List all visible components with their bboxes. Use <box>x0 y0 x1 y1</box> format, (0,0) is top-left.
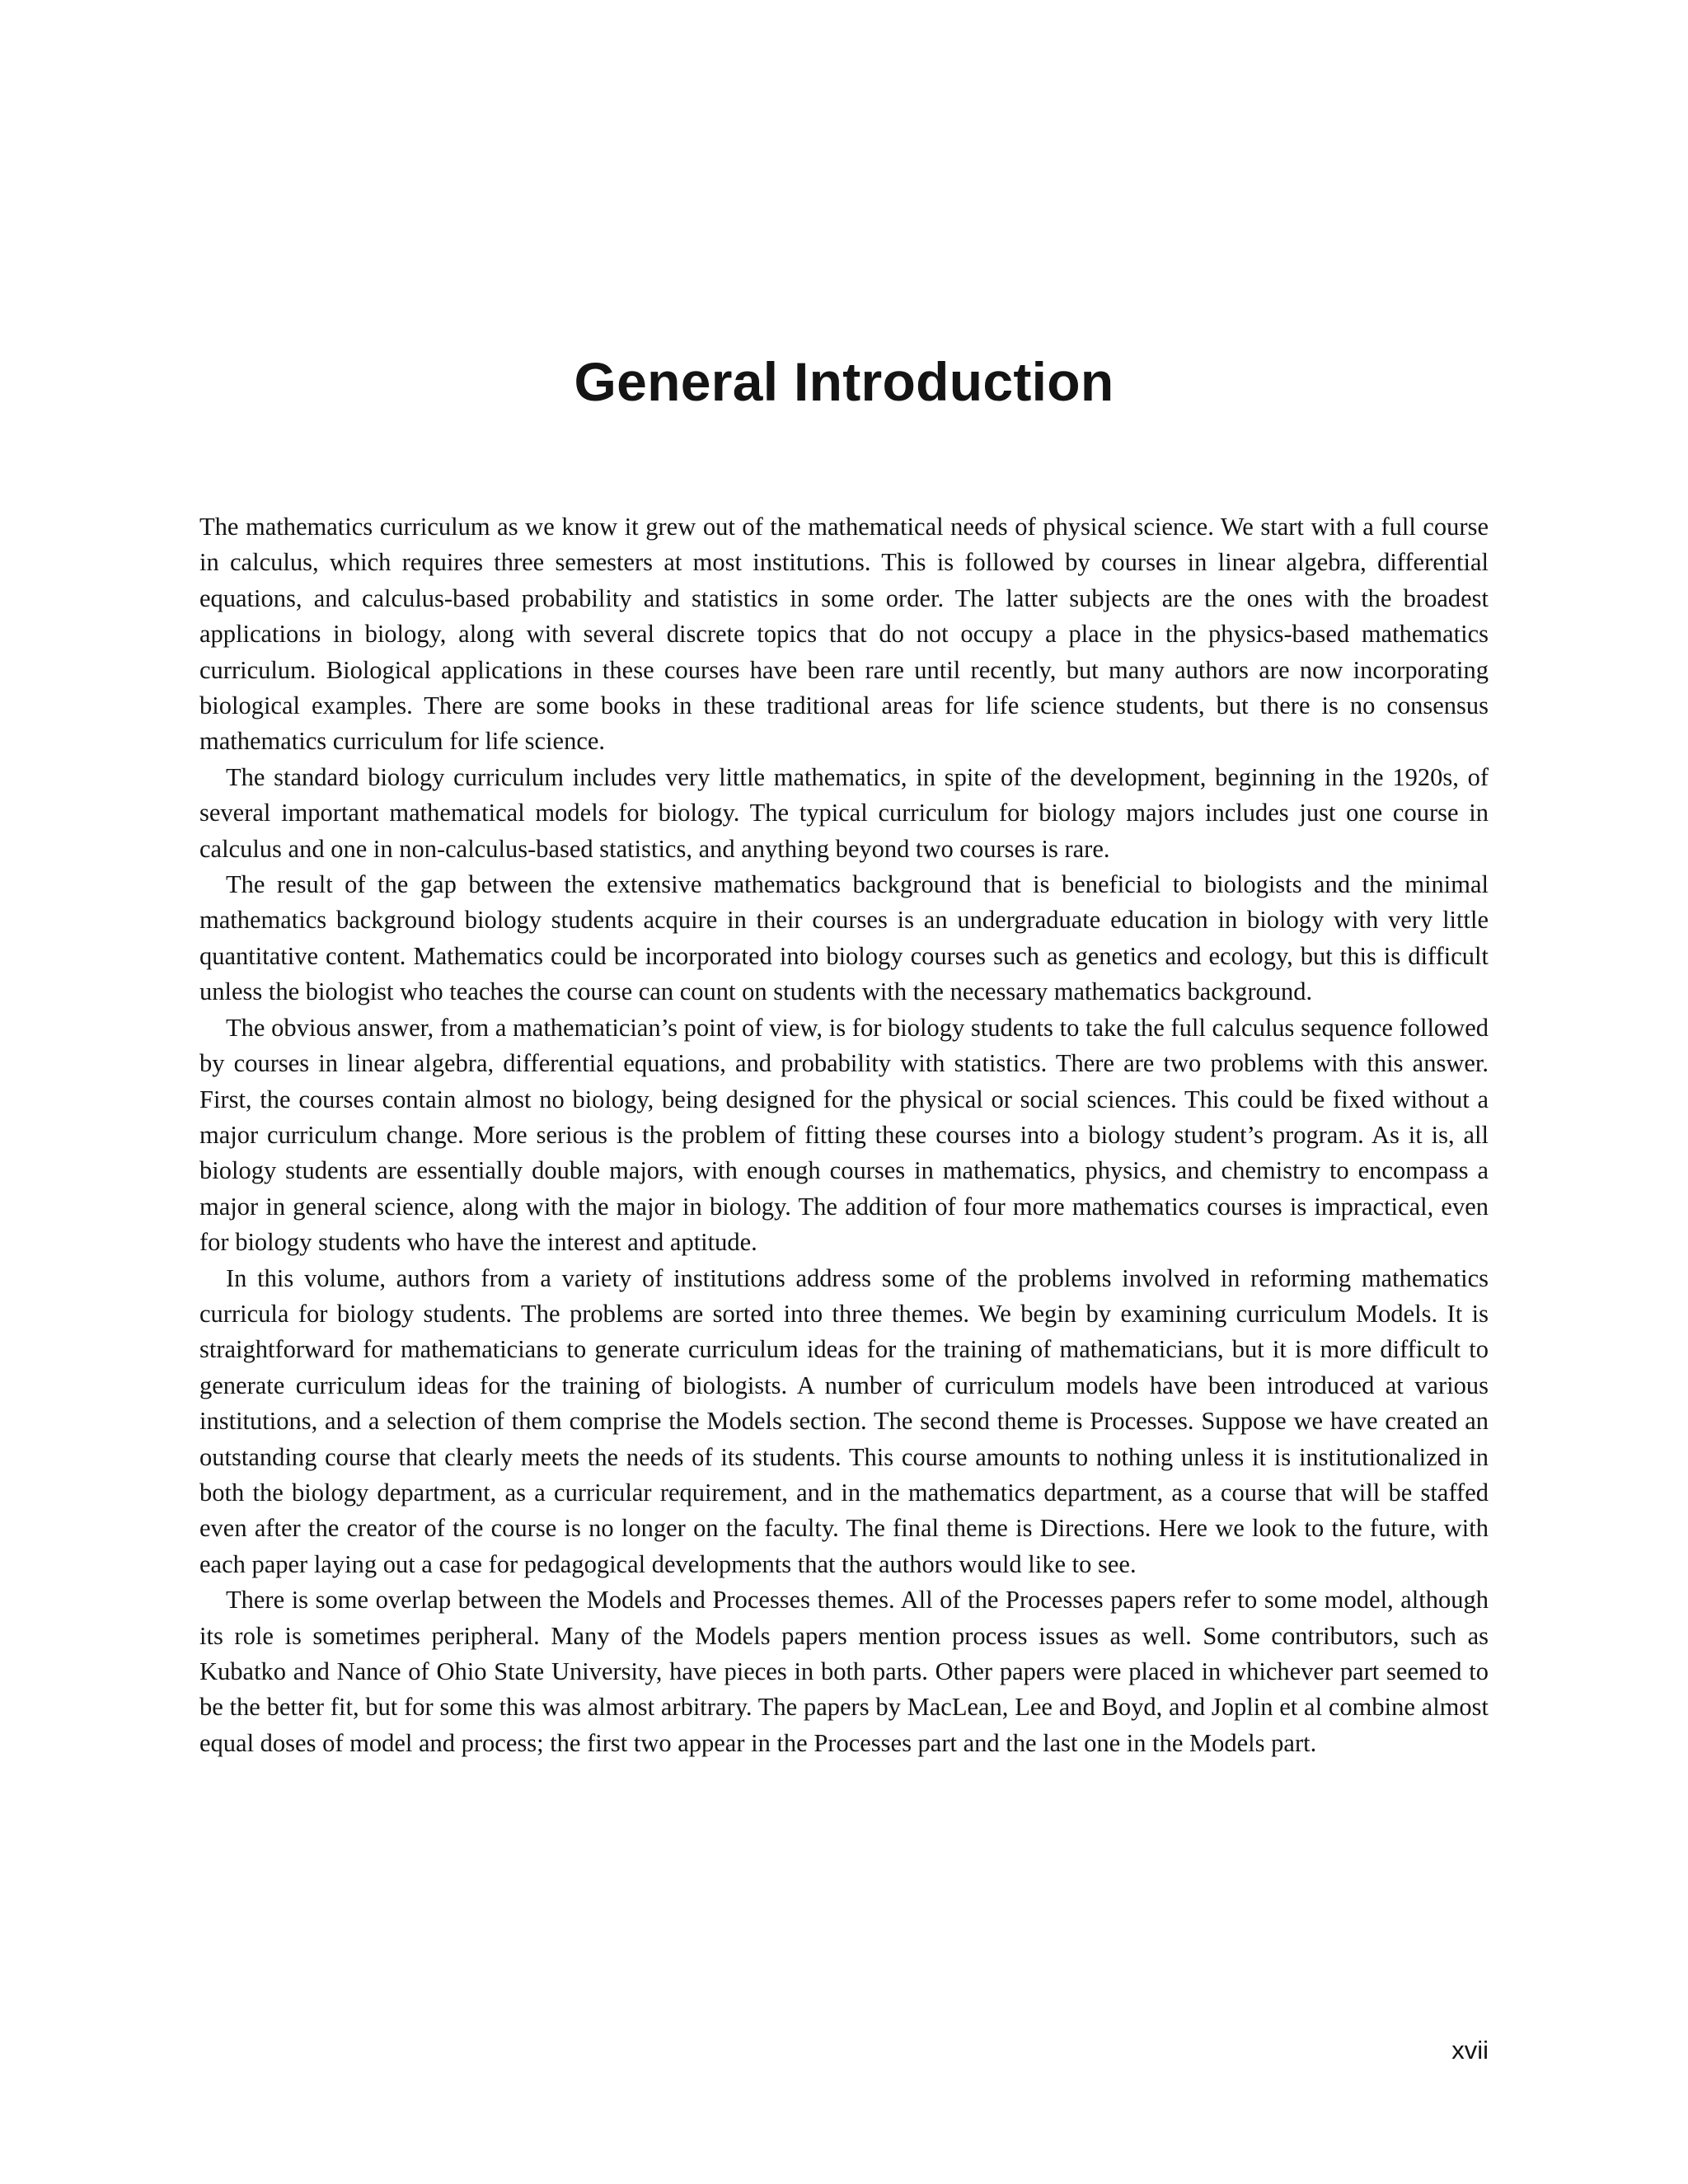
paragraph: There is some overlap between the Models and Processes themes. All of the Processes papers refer to some model, although its role is sometimes peripheral. Many of the Models papers mention process issues as well. Some contributors, such as Kubatko and Nance of Ohio State University, have pieces in both parts. Other papers were placed in whichever part seemed to be the better fit, but for some this was almost arbitrary. The papers by MacLean, Lee and Boyd, and Joplin et al combine almost equal doses of model and process; the first two appear in the Processes part and the last one in the Models part. <box>199 1586 1489 1757</box>
paragraph: The result of the gap between the extensive mathematics background that is beneficial to biologists and the minimal mathematics background biology students acquire in their courses is an undergraduate education in biology with very little quantitative content. Mathematics could be incorporated into biology courses such as genetics and ecology, but this is difficult unless the biologist who teaches the course can count on students with the necessary mathematics background. <box>199 870 1489 1006</box>
body-text <box>199 509 1489 1761</box>
paragraph: The mathematics curriculum as we know it grew out of the mathematical needs of physical science. We start with a full course in calculus, which requires three semesters at most institutions. This is followed by courses in linear algebra, differential equations, and calculus-based probability and statistics in some order. The latter subjects are the ones with the broadest applications in biology, along with several discrete topics that do not occupy a place in the physics-based mathematics curriculum. Biological applications in these courses have been rare until recently, but many authors are now incorporating biological examples. There are some books in these traditional areas for life science students, but there is no consensus mathematics curriculum for life science. <box>199 513 1489 756</box>
paragraph: In this volume, authors from a variety of institutions address some of the problems involved in reforming mathematics curricula for biology students. The problems are sorted into three themes. We begin by examining curriculum Models. It is straightforward for mathematicians to generate curriculum ideas for the training of mathematicians, but it is more difficult to generate curriculum ideas for the training of biologists. A number of curriculum models have been introduced at various institutions, and a selection of them comprise the Models section. The second theme is Processes. Suppose we have created an outstanding course that clearly meets the needs of its students. This course amounts to nothing unless it is institutionalized in both the biology department, as a curricular requirement, and in the mathematics department, as a course that will be staffed even after the creator of the course is no longer on the faculty. The final theme is Directions. Here we look to the future, with each paper laying out a case for pedagogical developments that the authors would like to see. <box>199 1263 1489 1578</box>
page-number: xvii <box>1451 2036 1489 2064</box>
paragraph: The obvious answer, from a mathematician’s point of view, is for biology students to take the full calculus sequence followed by courses in linear algebra, differential equations, and probability with statistics. There are two problems with this answer. First, the courses contain almost no biology, being designed for the physical or social sciences. This could be fixed without a major curriculum change. More serious is the problem of fitting these courses into a biology student’s program. As it is, all biology students are essentially double majors, with enough courses in mathematics, physics, and chemistry to encompass a major in general science, along with the major in biology. The addition of four more mathematics courses is impractical, even for biology students who have the interest and aptitude. <box>199 1013 1489 1257</box>
paragraph: The standard biology curriculum includes very little mathematics, in spite of the development, beginning in the 1920s, of several important mathematical models for biology. The typical curriculum for biology majors includes just one course in calculus and one in non-calculus-based statistics, and anything beyond two courses is rare. <box>199 762 1489 863</box>
page-title: General Introduction <box>574 351 1114 412</box>
